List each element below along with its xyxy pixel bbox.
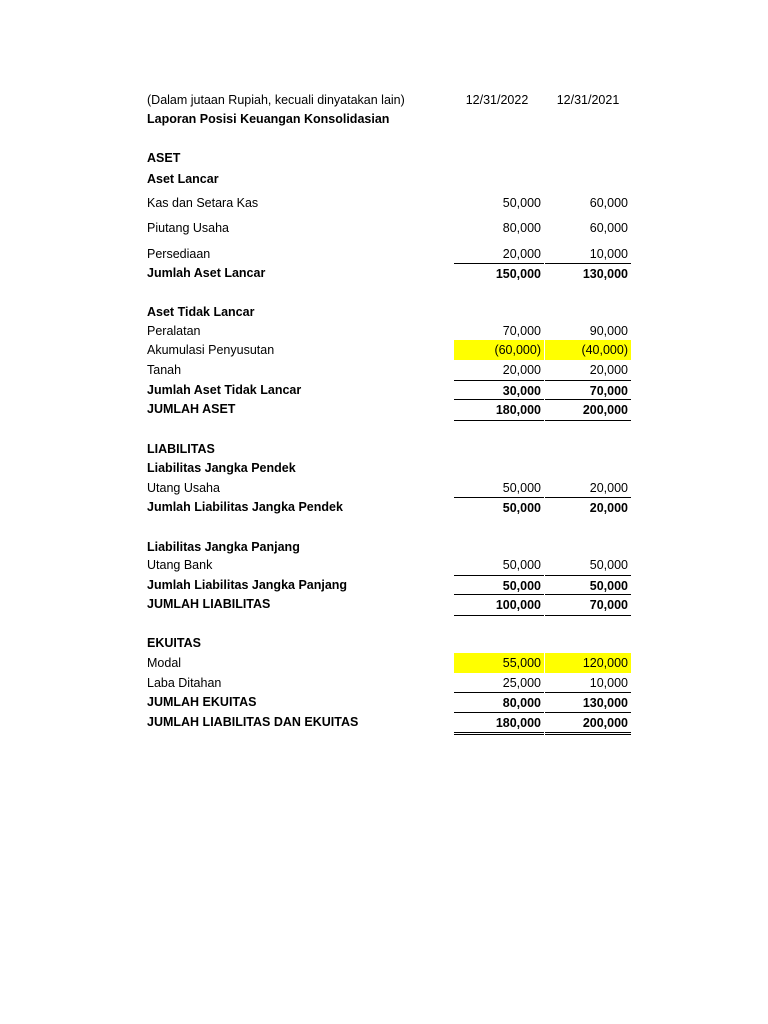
row-label: Jumlah Aset Lancar xyxy=(147,266,266,280)
row-label: Piutang Usaha xyxy=(147,221,230,235)
grand-total-row xyxy=(0,399,768,419)
value-2022: 30,000 xyxy=(454,380,544,400)
value-2021: 70,000 xyxy=(545,594,631,616)
value-2022: 180,000 xyxy=(454,399,544,421)
value-2021: 10,000 xyxy=(589,676,628,690)
subsection-heading-aset-lancar xyxy=(0,169,768,189)
value-2022: 20,000 xyxy=(502,247,541,261)
row-label: JUMLAH ASET xyxy=(147,402,236,416)
column-header-2022: 12/31/2022 xyxy=(465,93,529,107)
value-2021: 130,000 xyxy=(545,263,631,283)
table-row xyxy=(0,244,768,264)
unit-note: (Dalam jutaan Rupiah, kecuali dinyatakan lain) xyxy=(147,93,405,107)
value-2022: 180,000 xyxy=(454,712,544,735)
subsection-heading: Aset Lancar xyxy=(147,172,219,186)
row-label: Persediaan xyxy=(147,247,211,261)
row-label: Jumlah Aset Tidak Lancar xyxy=(147,383,302,397)
total-row xyxy=(0,497,768,517)
report-title: Laporan Posisi Keuangan Konsolidasian xyxy=(147,112,390,126)
value-2022-highlighted: (60,000) xyxy=(454,340,544,360)
value-2021: 60,000 xyxy=(589,221,628,235)
value-2022-highlighted: 55,000 xyxy=(454,653,544,673)
row-label: Tanah xyxy=(147,363,182,377)
value-2021: 90,000 xyxy=(589,324,628,338)
value-2022: 20,000 xyxy=(502,363,541,377)
table-row xyxy=(0,218,768,238)
total-row xyxy=(0,692,768,712)
total-row xyxy=(0,575,768,595)
value-2022: 25,000 xyxy=(502,676,541,690)
value-2022: 50,000 xyxy=(502,196,541,210)
value-2021: 20,000 xyxy=(589,481,628,495)
value-2022: 80,000 xyxy=(502,221,541,235)
header-row xyxy=(0,90,768,110)
section-heading: EKUITAS xyxy=(147,636,201,650)
row-label: Akumulasi Penyusutan xyxy=(147,343,275,357)
value-2022: 70,000 xyxy=(502,324,541,338)
value-2022: 50,000 xyxy=(454,575,544,595)
value-2021: 200,000 xyxy=(545,399,631,421)
row-label: Utang Bank xyxy=(147,558,213,572)
table-row xyxy=(0,321,768,341)
row-label: JUMLAH EKUITAS xyxy=(147,695,257,709)
row-label: Utang Usaha xyxy=(147,481,220,495)
value-2021: 20,000 xyxy=(589,363,628,377)
value-2022: 80,000 xyxy=(454,692,544,712)
value-2022: 50,000 xyxy=(454,497,544,517)
subsection-heading-liabilitas-panjang xyxy=(0,537,768,557)
value-2021: 60,000 xyxy=(589,196,628,210)
row-label: Jumlah Liabilitas Jangka Panjang xyxy=(147,578,348,592)
section-heading-aset xyxy=(0,148,768,168)
table-row xyxy=(0,193,768,213)
subsection-heading: Liabilitas Jangka Pendek xyxy=(147,461,296,475)
value-2021-highlighted: (40,000) xyxy=(545,340,631,360)
value-2021: 50,000 xyxy=(545,575,631,595)
value-2022: 50,000 xyxy=(502,558,541,572)
row-label: JUMLAH LIABILITAS DAN EKUITAS xyxy=(147,715,359,729)
table-row xyxy=(0,653,768,673)
table-row xyxy=(0,478,768,498)
table-row xyxy=(0,673,768,693)
value-2021: 70,000 xyxy=(545,380,631,400)
subsection-heading-aset-tidak-lancar xyxy=(0,302,768,322)
total-row xyxy=(0,263,768,283)
grand-total-row xyxy=(0,712,768,732)
value-2021: 200,000 xyxy=(545,712,631,735)
subsection-heading: Aset Tidak Lancar xyxy=(147,305,255,319)
value-2021: 10,000 xyxy=(589,247,628,261)
value-2021: 50,000 xyxy=(589,558,628,572)
table-row xyxy=(0,360,768,380)
value-2021: 130,000 xyxy=(545,692,631,712)
table-row xyxy=(0,555,768,575)
grand-total-row xyxy=(0,594,768,614)
row-label: Laba Ditahan xyxy=(147,676,222,690)
row-label: Jumlah Liabilitas Jangka Pendek xyxy=(147,500,343,514)
value-2021: 20,000 xyxy=(545,497,631,517)
section-heading-liabilitas xyxy=(0,439,768,459)
total-row xyxy=(0,380,768,400)
row-label: Peralatan xyxy=(147,324,201,338)
subsection-heading: Liabilitas Jangka Panjang xyxy=(147,540,300,554)
title-row xyxy=(0,109,768,129)
value-2021-highlighted: 120,000 xyxy=(545,653,631,673)
row-label: JUMLAH LIABILITAS xyxy=(147,597,271,611)
value-2022: 100,000 xyxy=(454,594,544,616)
column-header-2021: 12/31/2021 xyxy=(556,93,620,107)
section-heading: ASET xyxy=(147,151,181,165)
section-heading: LIABILITAS xyxy=(147,442,215,456)
row-label: Modal xyxy=(147,656,182,670)
row-label: Kas dan Setara Kas xyxy=(147,196,259,210)
table-row xyxy=(0,340,768,360)
value-2022: 150,000 xyxy=(454,263,544,283)
subsection-heading-liabilitas-pendek xyxy=(0,458,768,478)
section-heading-ekuitas xyxy=(0,633,768,653)
value-2022: 50,000 xyxy=(502,481,541,495)
